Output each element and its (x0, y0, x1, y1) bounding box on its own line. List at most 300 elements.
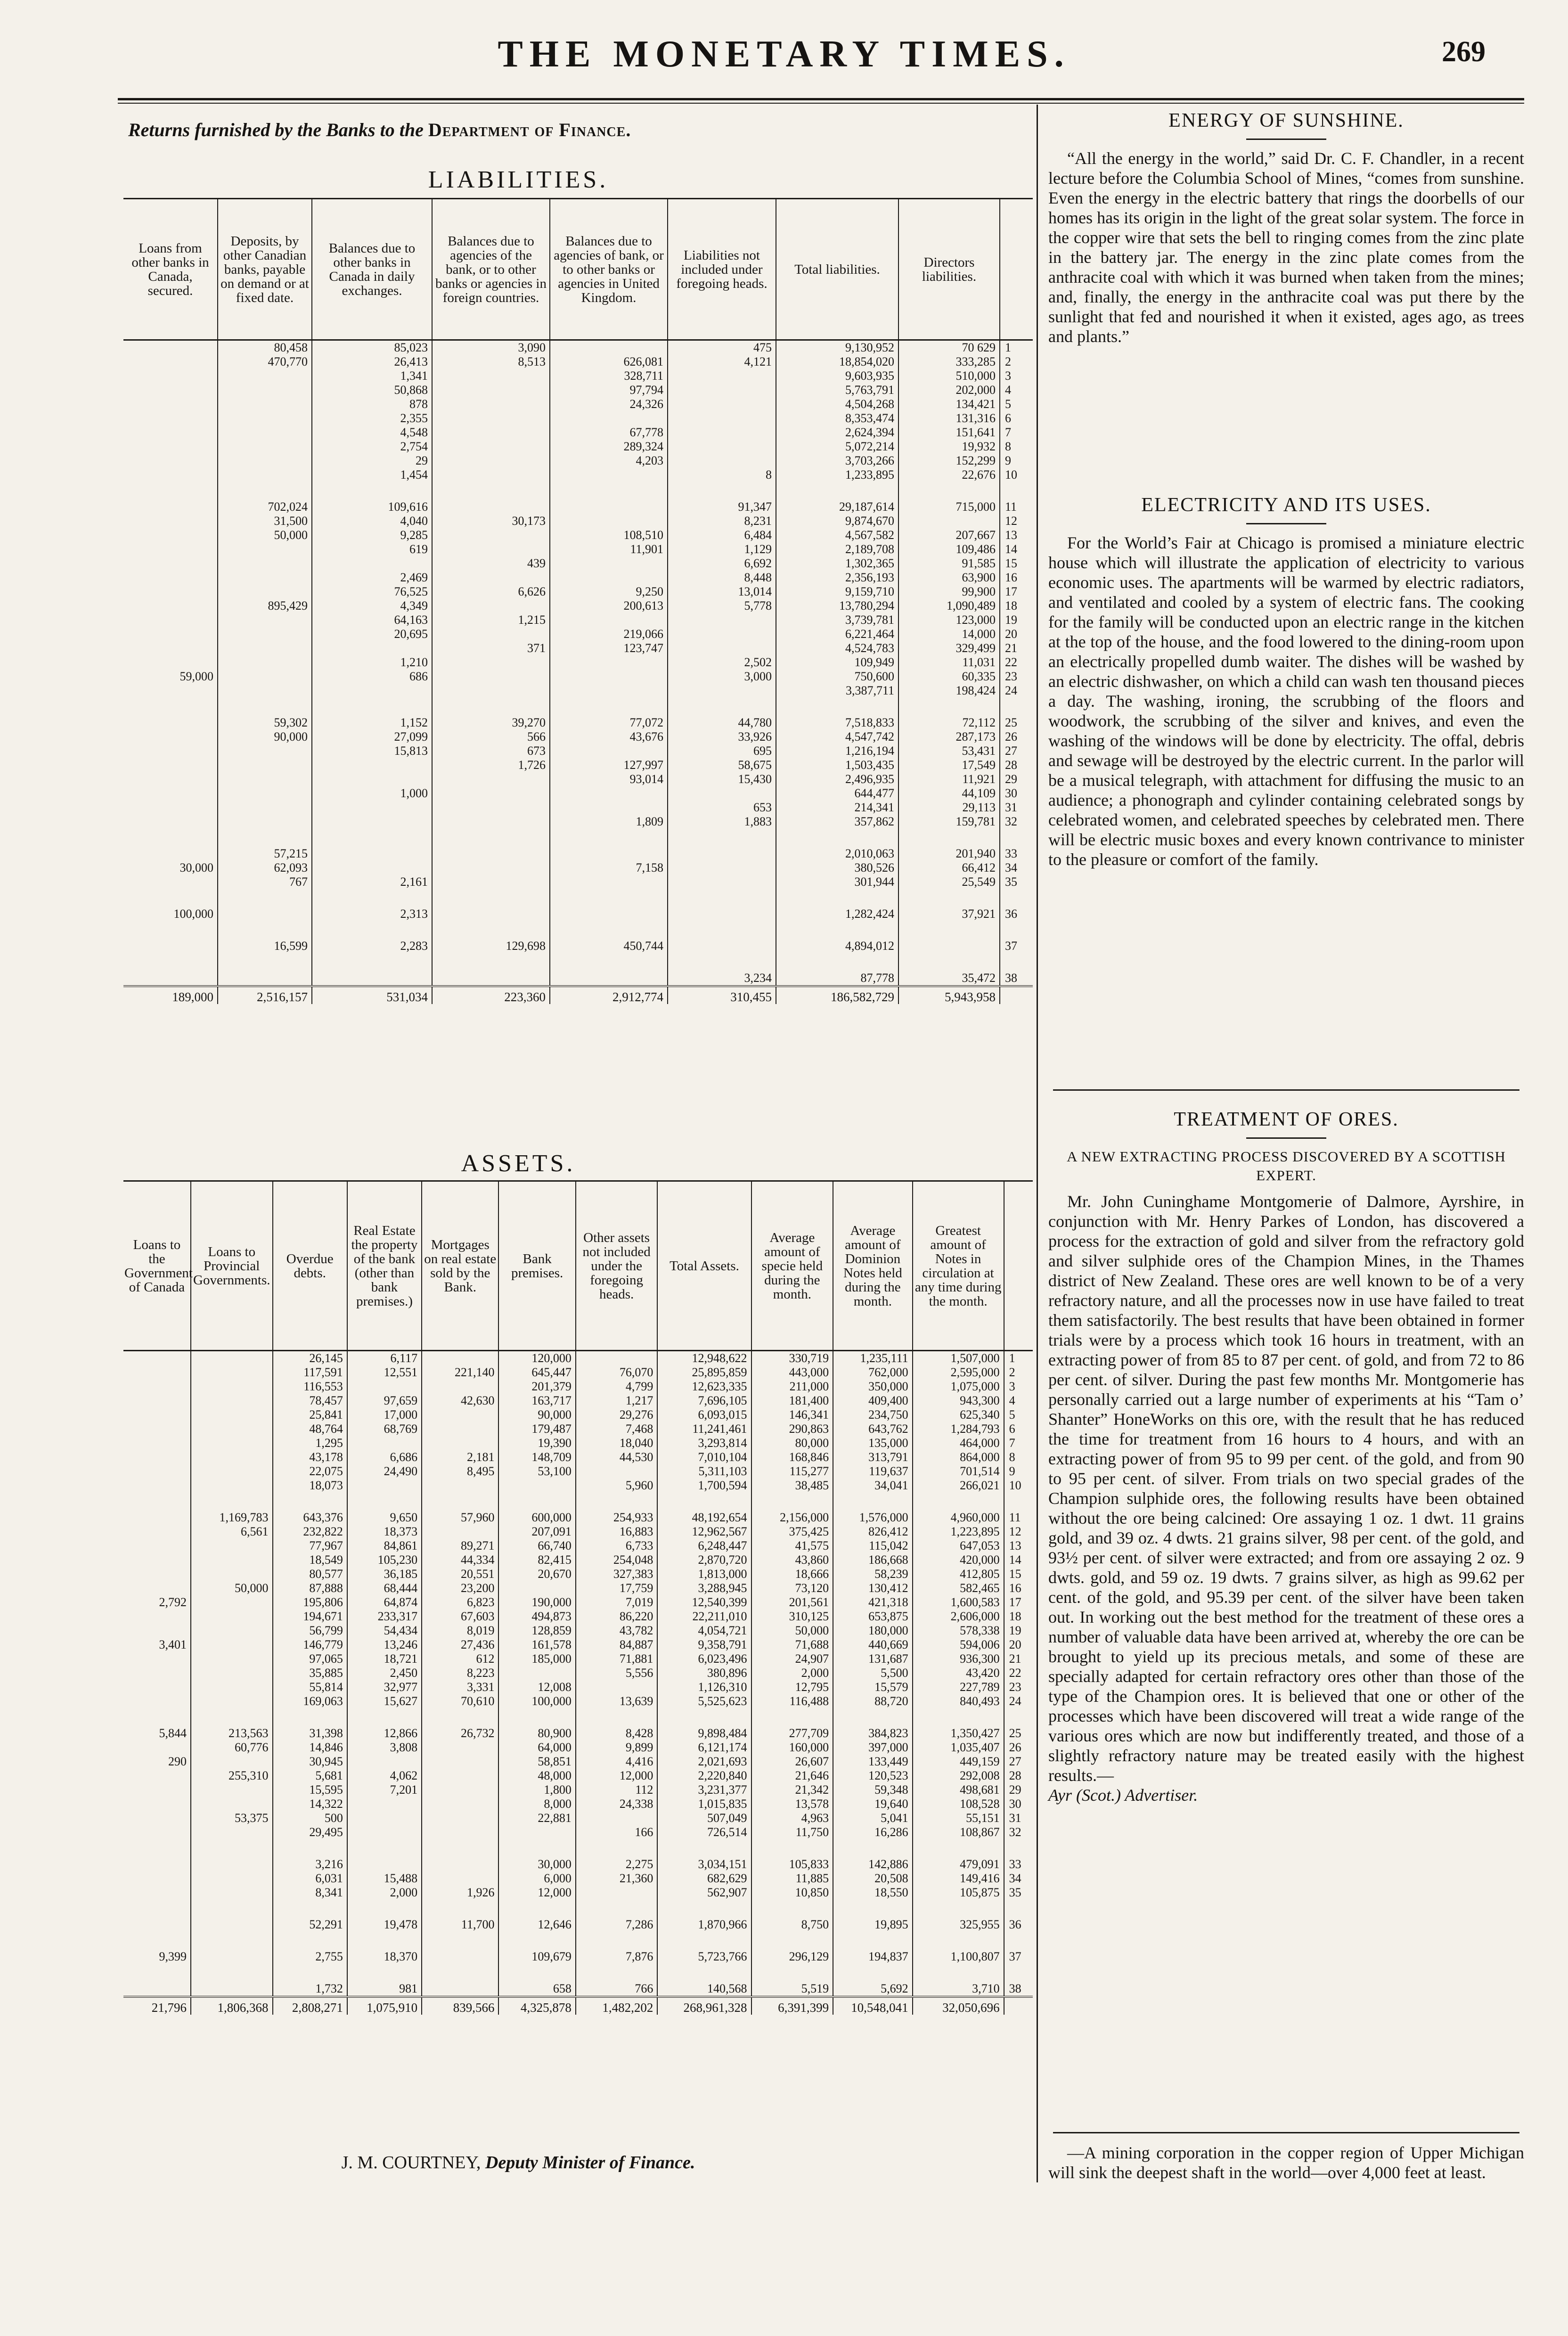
table-cell (312, 847, 432, 861)
table-cell: 658 (498, 1982, 575, 1997)
table-cell: 443,000 (751, 1365, 833, 1380)
table-row (123, 585, 1033, 599)
table-row (123, 468, 1033, 482)
table-cell (422, 1478, 498, 1493)
table-cell: 2,754 (312, 440, 432, 454)
table-cell: 22,211,010 (657, 1609, 751, 1624)
row-number: 10 (1000, 468, 1033, 482)
table-cell: 71,688 (751, 1638, 833, 1652)
table-cell: 2,606,000 (913, 1609, 1004, 1624)
table-row (123, 1624, 1033, 1638)
table-cell (432, 599, 550, 613)
table-cell: 12,795 (751, 1680, 833, 1694)
table-cell (432, 369, 550, 383)
table-cell (218, 383, 312, 397)
table-cell (191, 1825, 273, 1839)
spacer-cell (751, 1900, 833, 1918)
table-cell: 127,997 (550, 758, 668, 772)
table-cell (123, 1464, 191, 1478)
table-cell (432, 655, 550, 670)
table-cell: 6,692 (668, 556, 776, 571)
table-cell: 1,341 (312, 369, 432, 383)
table-cell: 214,341 (776, 800, 898, 815)
table-cell: 3,293,814 (657, 1436, 751, 1450)
table-cell: 2,595,000 (913, 1365, 1004, 1380)
total-cell: 2,808,271 (273, 1997, 347, 2015)
spacer-cell (1000, 482, 1033, 500)
table-cell (123, 1857, 191, 1871)
table-cell (218, 468, 312, 482)
table-cell (498, 1478, 575, 1493)
row-number: 22 (1004, 1666, 1033, 1680)
table-cell: 8 (668, 468, 776, 482)
spacer-cell (550, 889, 668, 907)
table-cell: 375,425 (751, 1525, 833, 1539)
table-cell (218, 655, 312, 670)
table-cell: 25,549 (898, 875, 1000, 889)
table-cell: 105,875 (913, 1886, 1004, 1900)
spacer-cell (898, 953, 1000, 971)
table-cell: 43,782 (576, 1624, 658, 1638)
row-number: 26 (1000, 730, 1033, 744)
row-number: 14 (1000, 542, 1033, 556)
table-cell: 67,778 (550, 425, 668, 440)
spacer-cell (218, 921, 312, 939)
spacer-cell (498, 1932, 575, 1950)
table-cell: 18,373 (347, 1525, 422, 1539)
table-cell: 109,486 (898, 542, 1000, 556)
table-cell: 1,233,895 (776, 468, 898, 482)
table-cell: 71,881 (576, 1652, 658, 1666)
table-cell (550, 971, 668, 986)
table-cell: 409,400 (833, 1394, 912, 1408)
table-cell (347, 1811, 422, 1825)
spacer-cell (1004, 1932, 1033, 1950)
table-cell: 50,868 (312, 383, 432, 397)
table-cell: 6,823 (422, 1595, 498, 1609)
table-cell (123, 815, 218, 829)
table-row (123, 1553, 1033, 1567)
table-cell: 4,547,742 (776, 730, 898, 744)
spacer-cell (123, 1493, 191, 1511)
table-cell: 450,744 (550, 939, 668, 953)
table-cell: 31,500 (218, 514, 312, 528)
row-number: 15 (1004, 1567, 1033, 1581)
signature (0, 2152, 1037, 2173)
table-cell (422, 1825, 498, 1839)
row-number: 36 (1004, 1918, 1033, 1932)
row-number: 20 (1000, 627, 1033, 641)
table-row (123, 1694, 1033, 1708)
spacer-cell (898, 482, 1000, 500)
table-cell (123, 1918, 191, 1932)
table-cell: 142,886 (833, 1857, 912, 1871)
table-cell: 4,963 (751, 1811, 833, 1825)
table-cell: 131,687 (833, 1652, 912, 1666)
spacer-cell (1000, 953, 1033, 971)
table-cell (123, 355, 218, 369)
table-cell (191, 1609, 273, 1624)
table-cell: 3,387,711 (776, 684, 898, 698)
spacer-cell (550, 829, 668, 847)
table-cell: 18,040 (576, 1436, 658, 1450)
table-row (123, 1581, 1033, 1595)
table-cell: 55,814 (273, 1680, 347, 1694)
spacer-cell (1004, 1900, 1033, 1918)
table-cell: 84,861 (347, 1539, 422, 1553)
table-cell: 90,000 (218, 730, 312, 744)
table-cell (550, 468, 668, 482)
table-cell: 43,420 (913, 1666, 1004, 1680)
table-cell: 68,444 (347, 1581, 422, 1595)
page-number: 269 (1442, 36, 1486, 68)
table-cell: 6,000 (498, 1871, 575, 1886)
table-cell: 643,762 (833, 1422, 912, 1436)
row-number: 23 (1004, 1680, 1033, 1694)
table-cell: 55,151 (913, 1811, 1004, 1825)
table-row (123, 800, 1033, 815)
table-cell: 3,703,266 (776, 454, 898, 468)
table-cell: 695 (668, 744, 776, 758)
table-cell (191, 1783, 273, 1797)
table-cell: 134,421 (898, 397, 1000, 411)
table-cell: 26,145 (273, 1351, 347, 1366)
row-number: 24 (1000, 684, 1033, 698)
table-cell: 58,851 (498, 1755, 575, 1769)
table-cell (191, 1408, 273, 1422)
spacer-cell (191, 1900, 273, 1918)
spacer-cell (576, 1493, 658, 1511)
table-cell: 201,379 (498, 1380, 575, 1394)
table-cell: 9,250 (550, 585, 668, 599)
table-cell: 6,221,464 (776, 627, 898, 641)
table-row (123, 1652, 1033, 1666)
table-cell (123, 1694, 191, 1708)
table-row (123, 1982, 1033, 1997)
table-cell: 85,023 (312, 340, 432, 355)
row-number: 32 (1000, 815, 1033, 829)
table-cell: 8,231 (668, 514, 776, 528)
table-cell (550, 556, 668, 571)
spacer-cell (913, 1493, 1004, 1511)
table-cell: 30,000 (498, 1857, 575, 1871)
table-cell: 140,568 (657, 1982, 751, 1997)
table-cell: 507,049 (657, 1811, 751, 1825)
table-cell (347, 1436, 422, 1450)
table-cell (432, 847, 550, 861)
spacer-cell (833, 1839, 912, 1857)
table-cell: 58,675 (668, 758, 776, 772)
row-number: 30 (1004, 1797, 1033, 1811)
table-cell (218, 971, 312, 986)
table-cell (668, 847, 776, 861)
returns-title (128, 119, 631, 141)
table-cell: 421,318 (833, 1595, 912, 1609)
table-cell: 59,302 (218, 716, 312, 730)
table-cell: 8,750 (751, 1918, 833, 1932)
table-cell: 1,726 (432, 758, 550, 772)
total-cell (1000, 986, 1033, 1004)
spacer-cell (657, 1839, 751, 1857)
table-cell: 22,676 (898, 468, 1000, 482)
total-cell: 310,455 (668, 986, 776, 1004)
table-cell (312, 800, 432, 815)
table-cell: 23,200 (422, 1581, 498, 1595)
row-number: 17 (1004, 1595, 1033, 1609)
table-cell: 5,692 (833, 1982, 912, 1997)
table-cell (498, 1825, 575, 1839)
row-spacer (123, 1964, 1033, 1982)
table-row (123, 440, 1033, 454)
total-cell: 21,796 (123, 1997, 191, 2015)
table-cell: 2,355 (312, 411, 432, 425)
spacer-cell (123, 698, 218, 716)
spacer-cell (312, 921, 432, 939)
table-cell (123, 1680, 191, 1694)
table-cell (312, 684, 432, 698)
table-cell: 11,241,461 (657, 1422, 751, 1436)
table-cell (312, 815, 432, 829)
table-cell (191, 1950, 273, 1964)
table-cell: 19,640 (833, 1797, 912, 1811)
table-cell: 50,000 (751, 1624, 833, 1638)
table-row (123, 571, 1033, 585)
table-cell (191, 1436, 273, 1450)
table-row (123, 758, 1033, 772)
table-cell (123, 627, 218, 641)
row-number: 30 (1000, 786, 1033, 800)
table-cell: 2,189,708 (776, 542, 898, 556)
table-cell: 42,630 (422, 1394, 498, 1408)
spacer-cell (422, 1932, 498, 1950)
table-row (123, 454, 1033, 468)
table-cell: 1,090,489 (898, 599, 1000, 613)
spacer-cell (1000, 889, 1033, 907)
article-title: ENERGY OF SUNSHINE. (1168, 110, 1404, 131)
table-cell: 9,874,670 (776, 514, 898, 528)
total-cell: 6,391,399 (751, 1997, 833, 2015)
table-cell: 380,896 (657, 1666, 751, 1680)
table-cell: 6,121,174 (657, 1740, 751, 1755)
table-cell: 1,883 (668, 815, 776, 829)
table-cell: 13,014 (668, 585, 776, 599)
table-cell (550, 514, 668, 528)
table-cell: 18,550 (833, 1886, 912, 1900)
table-cell: 1,015,835 (657, 1797, 751, 1811)
table-cell: 6,023,496 (657, 1652, 751, 1666)
spacer-cell (498, 1493, 575, 1511)
table-cell: 18,666 (751, 1567, 833, 1581)
spacer-cell (751, 1839, 833, 1857)
spacer-cell (312, 829, 432, 847)
table-cell: 195,806 (273, 1595, 347, 1609)
row-number: 21 (1000, 641, 1033, 655)
spacer-cell (273, 1708, 347, 1726)
table-cell: 86,220 (576, 1609, 658, 1624)
spacer-cell (123, 1900, 191, 1918)
table-cell (550, 411, 668, 425)
spacer-cell (668, 829, 776, 847)
table-row (123, 861, 1033, 875)
table-cell: 1,210 (312, 655, 432, 670)
table-cell (191, 1638, 273, 1652)
table-cell (218, 425, 312, 440)
row-number: 18 (1000, 599, 1033, 613)
table-cell: 4,203 (550, 454, 668, 468)
table-cell: 4,054,721 (657, 1624, 751, 1638)
table-cell: 15,595 (273, 1783, 347, 1797)
assets-table (123, 1180, 1033, 2015)
table-cell (432, 425, 550, 440)
spacer-cell (913, 1708, 1004, 1726)
table-cell: 30,173 (432, 514, 550, 528)
spacer-cell (576, 1708, 658, 1726)
table-cell (123, 875, 218, 889)
table-cell: 412,805 (913, 1567, 1004, 1581)
table-cell: 12,000 (498, 1886, 575, 1900)
table-cell: 108,528 (913, 1797, 1004, 1811)
spacer-cell (576, 1932, 658, 1950)
table-row (123, 939, 1033, 953)
spacer-cell (550, 953, 668, 971)
table-cell: 1,302,365 (776, 556, 898, 571)
table-row (123, 1609, 1033, 1624)
row-spacer (123, 889, 1033, 907)
table-cell: 77,967 (273, 1539, 347, 1553)
total-cell: 186,582,729 (776, 986, 898, 1004)
table-cell: 207,091 (498, 1525, 575, 1539)
table-cell (432, 440, 550, 454)
table-cell: 9,399 (159, 1950, 187, 1963)
table-cell: 52,291 (273, 1918, 347, 1932)
table-row (123, 1769, 1033, 1783)
table-cell (668, 861, 776, 875)
table-cell: 11,700 (422, 1918, 498, 1932)
table-cell (432, 411, 550, 425)
table-cell: 19,895 (833, 1918, 912, 1932)
spacer-cell (218, 829, 312, 847)
table-cell: 201,561 (751, 1595, 833, 1609)
row-number: 26 (1004, 1740, 1033, 1755)
table-row (123, 1380, 1033, 1394)
table-cell: 500 (273, 1811, 347, 1825)
table-cell: 701,514 (913, 1464, 1004, 1478)
table-cell (422, 1351, 498, 1366)
table-cell: 90,000 (498, 1408, 575, 1422)
table-row (123, 744, 1033, 758)
table-cell: 19,390 (498, 1436, 575, 1450)
table-cell: 18,854,020 (776, 355, 898, 369)
spacer-cell (1004, 1964, 1033, 1982)
table-cell: 327,383 (576, 1567, 658, 1581)
table-cell: 180,000 (833, 1624, 912, 1638)
table-cell (123, 684, 218, 698)
column-header: Overdue debts. (273, 1181, 347, 1351)
table-cell: 653,875 (833, 1609, 912, 1624)
table-cell (123, 1740, 191, 1755)
table-cell (123, 383, 218, 397)
table-cell: 169,063 (273, 1694, 347, 1708)
table-cell: 160,000 (751, 1740, 833, 1755)
table-cell: 333,285 (898, 355, 1000, 369)
column-header: Liabilities not included under foregoing heads. (668, 199, 776, 340)
table-cell: 1,216,194 (776, 744, 898, 758)
table-cell: 7,696,105 (657, 1394, 751, 1408)
row-spacer (123, 1839, 1033, 1857)
table-cell: 12,948,622 (657, 1351, 751, 1366)
table-cell (668, 613, 776, 627)
table-cell (668, 907, 776, 921)
table-cell: 112 (576, 1783, 658, 1797)
table-row (123, 1755, 1033, 1769)
table-cell: 73,120 (751, 1581, 833, 1595)
article-electricity-and-its-uses (1048, 494, 1524, 869)
table-cell: 682,629 (657, 1871, 751, 1886)
table-cell: 194,837 (833, 1950, 912, 1964)
table-cell: 310,125 (751, 1609, 833, 1624)
table-cell: 115,277 (751, 1464, 833, 1478)
spacer-cell (833, 1932, 912, 1950)
table-cell: 1,215 (432, 613, 550, 627)
table-cell (898, 939, 1000, 953)
row-number: 19 (1004, 1624, 1033, 1638)
table-cell: 5,072,214 (776, 440, 898, 454)
table-cell: 97,065 (273, 1652, 347, 1666)
table-cell: 10,850 (751, 1886, 833, 1900)
table-cell: 645,447 (498, 1365, 575, 1380)
table-cell: 13,578 (751, 1797, 833, 1811)
table-cell: 2,021,693 (657, 1755, 751, 1769)
table-row (123, 1740, 1033, 1755)
table-cell: 9,159,710 (776, 585, 898, 599)
table-cell: 99,900 (898, 585, 1000, 599)
table-cell: 12,008 (498, 1680, 575, 1694)
table-cell (123, 585, 218, 599)
table-cell (668, 786, 776, 800)
table-cell: 702,024 (218, 500, 312, 514)
spacer-cell (668, 482, 776, 500)
spacer-cell (123, 1964, 191, 1982)
table-cell: 767 (218, 875, 312, 889)
table-cell: 612 (422, 1652, 498, 1666)
table-cell: 330,719 (751, 1351, 833, 1366)
title-rule (1246, 523, 1326, 524)
spacer-cell (776, 921, 898, 939)
table-cell: 1,217 (576, 1394, 658, 1408)
table-cell: 24,907 (751, 1652, 833, 1666)
table-cell: 3,710 (913, 1982, 1004, 1997)
table-cell: 1,000 (312, 786, 432, 800)
table-row (123, 1365, 1033, 1380)
table-cell: 826,412 (833, 1525, 912, 1539)
table-cell: 479,091 (913, 1857, 1004, 1871)
table-cell: 201,940 (898, 847, 1000, 861)
table-cell (218, 613, 312, 627)
spacer-cell (657, 1964, 751, 1982)
table-cell: 2,755 (273, 1950, 347, 1964)
spacer-cell (833, 1900, 912, 1918)
table-cell: 762,000 (833, 1365, 912, 1380)
table-cell (312, 971, 432, 986)
table-cell: 1,813,000 (657, 1567, 751, 1581)
table-cell: 15,813 (312, 744, 432, 758)
table-cell: 77,072 (550, 716, 668, 730)
table-cell: 6,733 (576, 1539, 658, 1553)
total-cell: 1,482,202 (576, 1997, 658, 2015)
row-spacer (123, 829, 1033, 847)
spacer-cell (123, 1932, 191, 1950)
article-title: TREATMENT OF ORES. (1174, 1109, 1399, 1130)
